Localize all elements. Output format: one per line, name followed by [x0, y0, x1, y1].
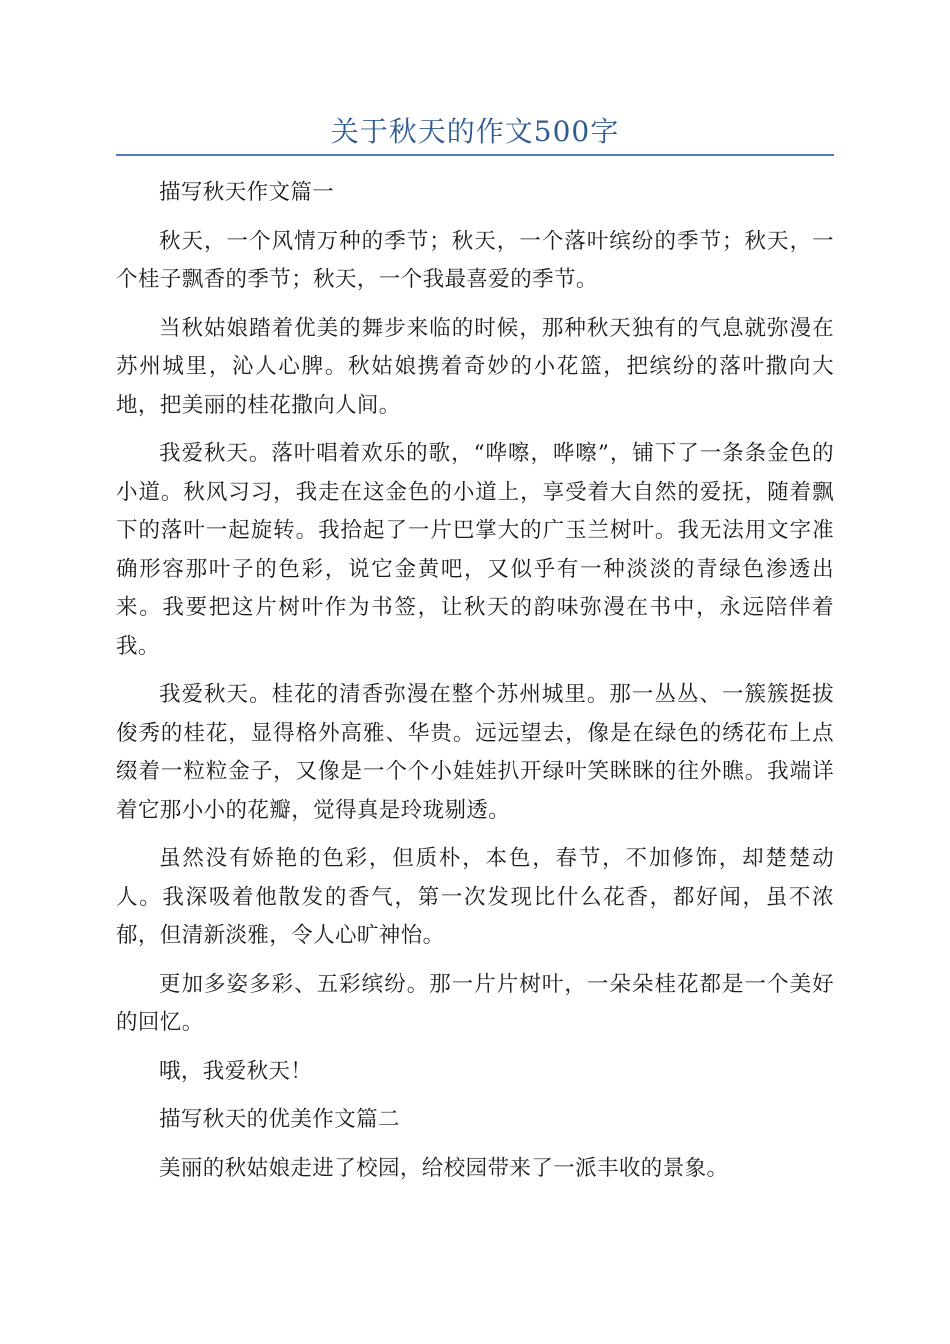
document-body	[116, 174, 834, 1188]
page-title: 关于秋天的作文500字	[330, 115, 620, 148]
paragraph: 我爱秋天。桂花的清香弥漫在整个苏州城里。那一丛丛、一簇簇挺拔俊秀的桂花，显得格外高雅、华贵。远远望去，像是在绿色的绣花布上点缀着一粒粒金子，又像是一个个小娃娃扒开绿叶笑眯眯的往外瞧。我端详着它那小小的花瓣，觉得真是玲珑剔透。	[116, 682, 834, 823]
paragraph: 秋天，一个风情万种的季节；秋天，一个落叶缤纷的季节；秋天，一个桂子飘香的季节；秋天，一个我最喜爱的季节。	[116, 228, 834, 292]
paragraph: 美丽的秋姑娘走进了校园，给校园带来了一派丰收的景象。	[159, 1155, 729, 1181]
document-page	[116, 0, 834, 1198]
section-heading-1: 描写秋天作文篇一	[159, 180, 335, 205]
paragraph: 当秋姑娘踏着优美的舞步来临的时候，那种秋天独有的气息就弥漫在苏州城里，沁人心脾。秋姑娘携着奇妙的小花篮，把缤纷的落叶撒向大地，把美丽的桂花撒向人间。	[116, 315, 834, 418]
paragraph: 我爱秋天。落叶唱着欢乐的歌，“哗嚓，哗嚓”，铺下了一条条金色的小道。秋风习习，我走在这金色的小道上，享受着大自然的爱抚，随着飘下的落叶一起旋转。我拾起了一片巴掌大的广玉兰树叶。我无法用文字准确形容那叶子的色彩，说它金黄吧，又似乎有一种淡淡的青绿色渗透出来。我要把这片树叶作为书签，让秋天的韵味弥漫在书中，永远陪伴着我。	[116, 441, 834, 659]
paragraph: 虽然没有娇艳的色彩，但质朴，本色，春节，不加修饰，却楚楚动人。我深吸着他散发的香气，第一次发现比什么花香，都好闻，虽不浓郁，但清新淡雅，令人心旷神怡。	[116, 846, 834, 948]
paragraph: 哦，我爱秋天！	[159, 1058, 313, 1084]
paragraph: 更加多姿多彩、五彩缤纷。那一片片树叶，一朵朵桂花都是一个美好的回忆。	[116, 971, 834, 1035]
title-underline	[116, 154, 834, 156]
section-heading-2: 描写秋天的优美作文篇二	[159, 1107, 400, 1132]
